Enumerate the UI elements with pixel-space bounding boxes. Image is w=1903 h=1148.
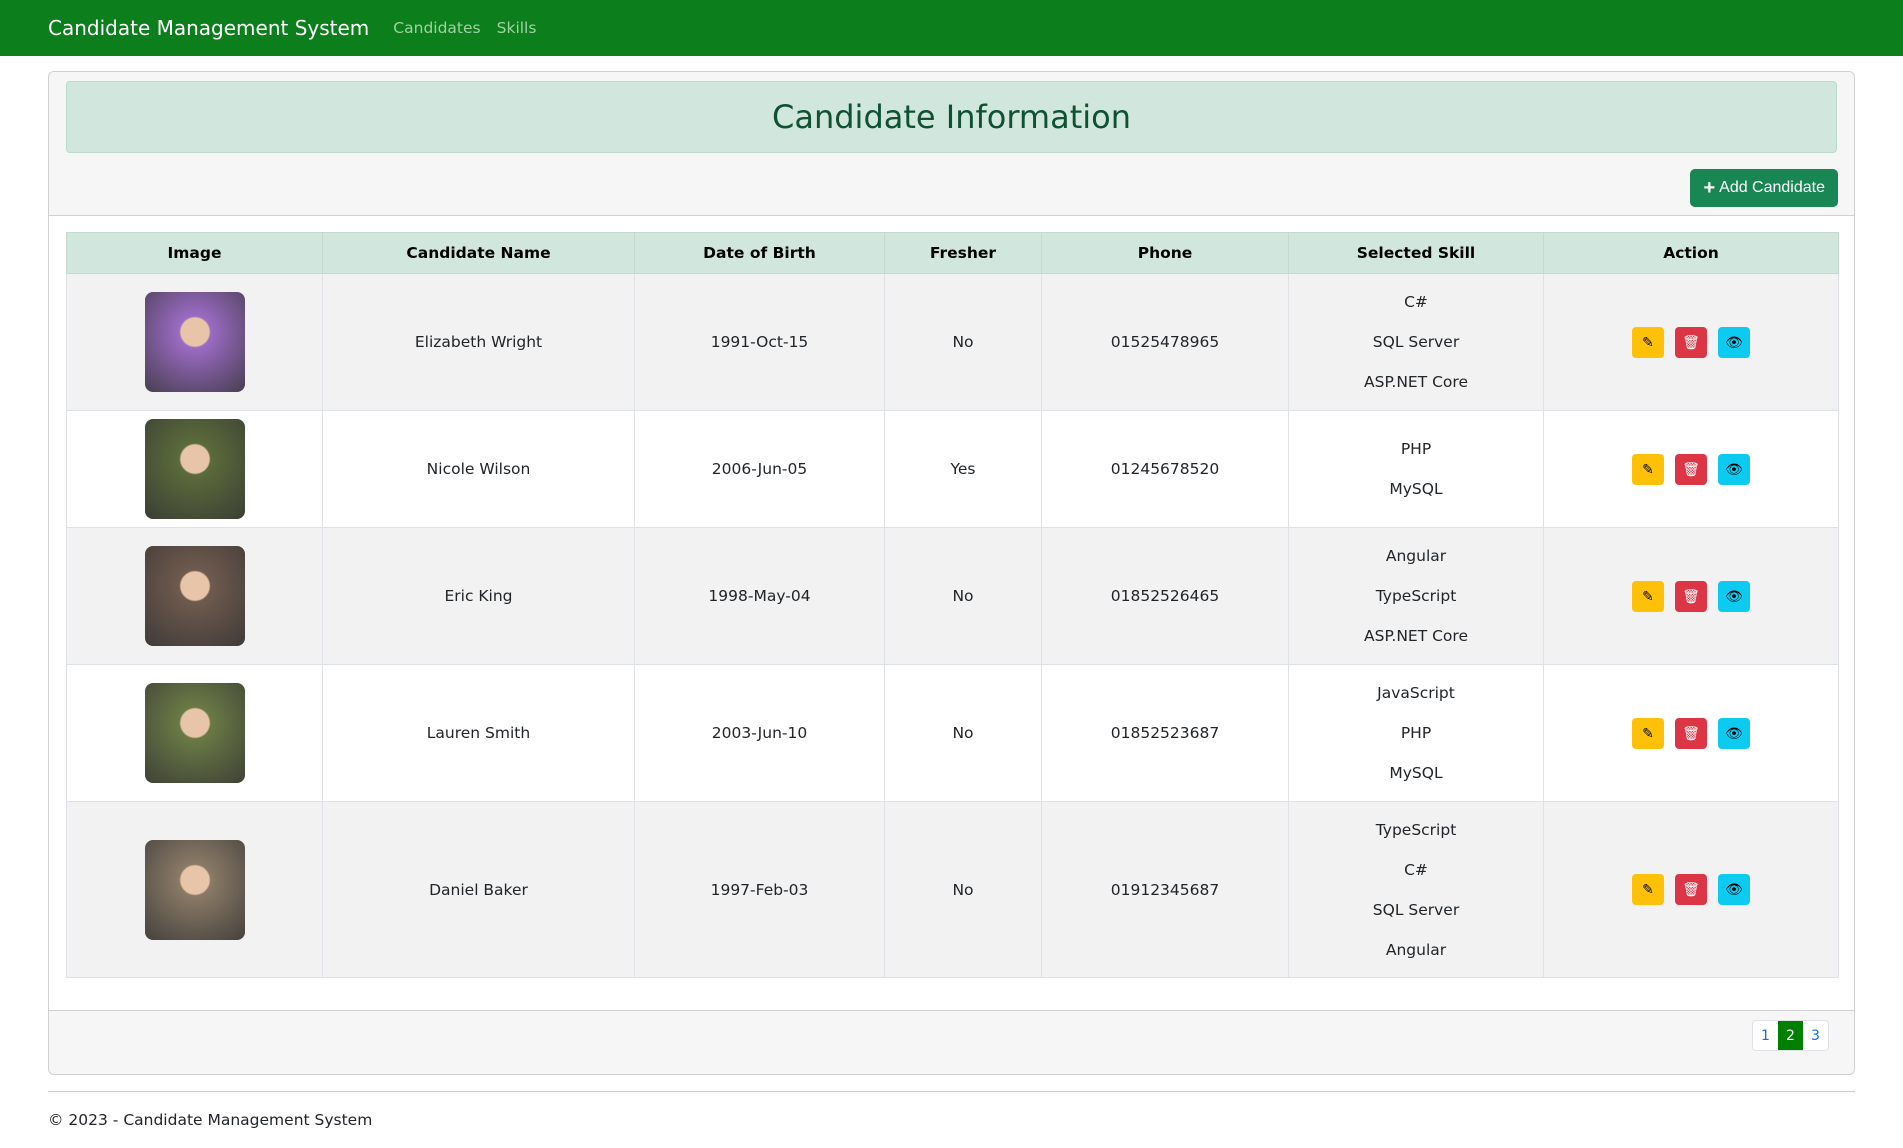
delete-button[interactable] [1675, 874, 1707, 905]
date-of-birth: 1997-Feb-03 [635, 802, 885, 978]
selected-skills [1289, 665, 1544, 802]
candidate-photo [145, 546, 245, 646]
header-name: Candidate Name [323, 233, 635, 274]
edit-button[interactable] [1632, 718, 1664, 749]
eye-icon: 👁 [1725, 333, 1743, 350]
skill-item: SQL Server [1372, 333, 1460, 351]
add-candidate-label: Add Candidate [1719, 179, 1825, 196]
eye-icon: 👁 [1725, 460, 1743, 477]
action-cell [1544, 802, 1839, 978]
image-cell [67, 274, 323, 411]
page-title: Candidate Information [66, 81, 1837, 153]
selected-skills [1289, 274, 1544, 411]
card-header [49, 72, 1854, 216]
view-button[interactable] [1718, 454, 1750, 485]
table-row [67, 665, 1839, 802]
skill-item: C# [1404, 293, 1428, 311]
phone: 01852523687 [1042, 665, 1289, 802]
divider [48, 1091, 1855, 1092]
plus-icon: + [1703, 176, 1716, 199]
candidate-photo [145, 840, 245, 940]
action-cell [1544, 528, 1839, 665]
view-button[interactable] [1718, 718, 1750, 749]
image-cell [67, 528, 323, 665]
skill-item: MySQL [1389, 764, 1443, 782]
phone: 01525478965 [1042, 274, 1289, 411]
table-row [67, 411, 1839, 528]
date-of-birth: 1998-May-04 [635, 528, 885, 665]
date-of-birth: 2003-Jun-10 [635, 665, 885, 802]
phone: 01912345687 [1042, 802, 1289, 978]
phone: 01852526465 [1042, 528, 1289, 665]
edit-icon: ✎ [1642, 333, 1654, 350]
header-dob: Date of Birth [635, 233, 885, 274]
delete-button[interactable] [1675, 454, 1707, 485]
header-phone: Phone [1042, 233, 1289, 274]
edit-button[interactable] [1632, 327, 1664, 358]
trash-icon: 🗑 [1682, 587, 1700, 604]
date-of-birth: 1991-Oct-15 [635, 274, 885, 411]
table-row [67, 528, 1839, 665]
trash-icon: 🗑 [1682, 881, 1700, 897]
eye-icon: 👁 [1725, 724, 1743, 741]
header-image: Image [67, 233, 323, 274]
edit-icon: ✎ [1642, 724, 1654, 741]
header-fresher: Fresher [885, 233, 1042, 274]
skill-item: JavaScript [1377, 684, 1455, 702]
delete-button[interactable] [1675, 327, 1707, 358]
candidate-name: Elizabeth Wright [323, 274, 635, 411]
footer-text: © 2023 - Candidate Management System [48, 1111, 373, 1129]
candidate-name: Daniel Baker [323, 802, 635, 978]
action-cell [1544, 274, 1839, 411]
skill-item: SQL Server [1372, 900, 1460, 919]
navbar [0, 0, 1903, 56]
phone: 01245678520 [1042, 411, 1289, 528]
date-of-birth: 2006-Jun-05 [635, 411, 885, 528]
edit-icon: ✎ [1642, 460, 1654, 477]
skill-item: C# [1404, 860, 1428, 879]
candidate-photo [145, 292, 245, 392]
selected-skills [1289, 802, 1544, 978]
edit-icon: ✎ [1642, 587, 1654, 604]
skill-item: TypeScript [1375, 820, 1457, 839]
image-cell [67, 665, 323, 802]
candidate-name: Eric King [323, 528, 635, 665]
nav-candidates[interactable]: Candidates [393, 19, 481, 37]
page-1[interactable]: 1 [1761, 1027, 1770, 1044]
nav-skills[interactable]: Skills [496, 19, 537, 37]
fresher: No [885, 274, 1042, 411]
header-action: Action [1544, 233, 1839, 274]
view-button[interactable] [1718, 581, 1750, 612]
candidate-table [66, 232, 1839, 978]
action-cell [1544, 411, 1839, 528]
skill-item: Angular [1385, 547, 1447, 565]
delete-button[interactable] [1675, 718, 1707, 749]
fresher: No [885, 665, 1042, 802]
table-row [67, 802, 1839, 978]
fresher: No [885, 802, 1042, 978]
trash-icon: 🗑 [1682, 460, 1700, 477]
candidate-photo [145, 419, 245, 519]
header-skill: Selected Skill [1289, 233, 1544, 274]
delete-button[interactable] [1675, 581, 1707, 612]
card-footer [49, 1010, 1854, 1074]
skill-item: PHP [1400, 440, 1432, 458]
fresher: Yes [885, 411, 1042, 528]
skill-item: PHP [1400, 724, 1432, 742]
image-cell [67, 411, 323, 528]
eye-icon: 👁 [1725, 587, 1743, 604]
fresher: No [885, 528, 1042, 665]
page-3[interactable]: 3 [1811, 1027, 1820, 1044]
trash-icon: 🗑 [1682, 724, 1700, 741]
skill-item: ASP.NET Core [1364, 627, 1468, 645]
edit-button[interactable] [1632, 454, 1664, 485]
action-cell [1544, 665, 1839, 802]
trash-icon: 🗑 [1682, 333, 1700, 350]
table-row [67, 274, 1839, 411]
edit-button[interactable] [1632, 874, 1664, 905]
eye-icon: 👁 [1725, 881, 1743, 897]
add-candidate-button[interactable] [1690, 169, 1838, 207]
view-button[interactable] [1718, 874, 1750, 905]
page-2[interactable]: 2 [1778, 1021, 1803, 1050]
candidate-photo [145, 683, 245, 783]
skill-item: MySQL [1389, 480, 1443, 498]
brand-link[interactable]: Candidate Management System [48, 16, 370, 40]
pagination [1752, 1020, 1829, 1051]
selected-skills [1289, 411, 1544, 528]
edit-icon: ✎ [1642, 881, 1654, 897]
skill-item: Angular [1385, 940, 1447, 959]
candidate-name: Lauren Smith [323, 665, 635, 802]
image-cell [67, 802, 323, 978]
selected-skills [1289, 528, 1544, 665]
skill-item: TypeScript [1375, 587, 1457, 605]
edit-button[interactable] [1632, 581, 1664, 612]
candidate-card [48, 71, 1855, 1075]
view-button[interactable] [1718, 327, 1750, 358]
candidate-name: Nicole Wilson [323, 411, 635, 528]
skill-item: ASP.NET Core [1364, 373, 1468, 391]
